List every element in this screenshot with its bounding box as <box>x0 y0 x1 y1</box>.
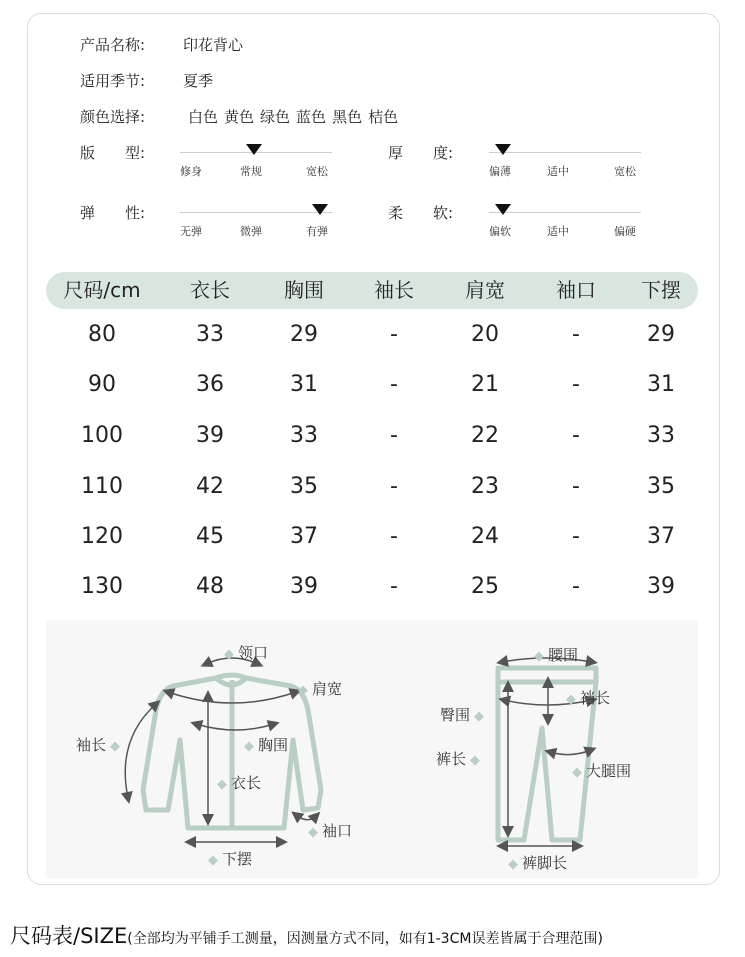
measurement-diagram <box>46 620 698 878</box>
table-cell: 20 <box>471 322 499 347</box>
table-cell: - <box>390 372 398 397</box>
scale-line <box>489 212 641 213</box>
header-shoulder: 肩宽 <box>465 278 505 302</box>
table-cell: 120 <box>81 524 123 549</box>
scale-tick: 有弹 <box>306 225 328 238</box>
table-cell: 110 <box>81 474 123 499</box>
label-thigh: ◆ 大腿围 <box>572 762 632 780</box>
garment-illustration <box>46 620 698 878</box>
label-sleeve: 袖长 ◆ <box>76 736 121 754</box>
footer-caption <box>10 920 603 950</box>
table-cell: - <box>390 524 398 549</box>
thickness-label: 厚 度: <box>388 144 454 162</box>
scale-line <box>180 212 332 213</box>
header-chest: 胸围 <box>284 278 324 302</box>
table-cell: 29 <box>290 322 318 347</box>
label-collar: ◆ 领口 <box>224 644 269 662</box>
footer-title: 尺码表/SIZE <box>10 924 128 948</box>
table-cell: - <box>572 322 580 347</box>
table-cell: 35 <box>290 474 318 499</box>
product-name-label: 产品名称: <box>80 36 146 54</box>
color-label: 颜色选择: <box>80 108 146 126</box>
color-row <box>80 106 404 127</box>
table-cell: 33 <box>290 423 318 448</box>
table-cell: - <box>390 322 398 347</box>
table-cell: - <box>390 574 398 599</box>
table-cell: - <box>390 423 398 448</box>
elasticity-scale <box>180 201 332 241</box>
season-value: 夏季 <box>183 72 214 90</box>
table-cell: 39 <box>647 574 675 599</box>
label-pants-length: 裤长 ◆ <box>436 750 481 768</box>
table-cell: 36 <box>196 372 224 397</box>
color-option: 蓝色 <box>296 108 327 126</box>
scale-marker <box>495 204 511 215</box>
color-option: 白色 <box>188 108 219 126</box>
table-cell: 39 <box>196 423 224 448</box>
softness-scale <box>489 201 641 241</box>
color-option: 黄色 <box>224 108 255 126</box>
scale-tick: 修身 <box>180 165 202 178</box>
table-cell: 42 <box>196 474 224 499</box>
table-cell: 100 <box>81 423 123 448</box>
table-cell: 45 <box>196 524 224 549</box>
table-cell: 24 <box>471 524 499 549</box>
table-cell: - <box>572 372 580 397</box>
label-length: ◆ 衣长 <box>217 774 262 792</box>
table-cell: - <box>572 474 580 499</box>
header-size: 尺码/cm <box>63 278 141 302</box>
header-cuff: 袖口 <box>556 278 596 302</box>
scale-marker <box>246 144 262 155</box>
table-cell: 37 <box>290 524 318 549</box>
table-cell: 31 <box>647 372 675 397</box>
label-chest: ◆ 胸围 <box>244 736 289 754</box>
scale-marker <box>495 144 511 155</box>
scale-tick: 宽松 <box>614 165 636 178</box>
table-cell: - <box>572 524 580 549</box>
table-cell: 48 <box>196 574 224 599</box>
table-cell: 21 <box>471 372 499 397</box>
fit-label: 版 型: <box>80 144 146 162</box>
table-cell: 33 <box>647 423 675 448</box>
scale-tick: 微弹 <box>240 225 262 238</box>
size-table-header <box>46 272 698 309</box>
color-option: 黑色 <box>332 108 363 126</box>
label-hip: 臀围 ◆ <box>440 706 485 724</box>
scale-tick: 偏硬 <box>614 225 636 238</box>
table-cell: 25 <box>471 574 499 599</box>
label-hem: ◆ 下摆 <box>208 850 253 868</box>
scale-tick: 无弹 <box>180 225 202 238</box>
label-rise: ◆ 裆长 <box>566 689 611 707</box>
table-cell: 31 <box>290 372 318 397</box>
scale-tick: 偏薄 <box>489 165 511 178</box>
season-row <box>80 70 213 91</box>
header-sleeve: 袖长 <box>374 278 414 302</box>
table-cell: - <box>572 423 580 448</box>
table-cell: 80 <box>88 322 116 347</box>
table-cell: - <box>390 474 398 499</box>
product-name-row <box>80 34 243 55</box>
color-option: 桔色 <box>368 108 399 126</box>
scale-line <box>489 152 641 153</box>
color-option: 绿色 <box>260 108 291 126</box>
table-cell: 37 <box>647 524 675 549</box>
table-cell: - <box>572 574 580 599</box>
table-cell: 90 <box>88 372 116 397</box>
scale-tick: 适中 <box>547 165 569 178</box>
fit-scale <box>180 141 332 181</box>
table-cell: 35 <box>647 474 675 499</box>
label-shoulder: ◆ 肩宽 <box>298 680 343 698</box>
elasticity-label: 弹 性: <box>80 204 146 222</box>
scale-marker <box>312 204 328 215</box>
season-label: 适用季节: <box>80 72 146 90</box>
table-cell: 22 <box>471 423 499 448</box>
scale-tick: 适中 <box>547 225 569 238</box>
label-waist: ◆ 腰围 <box>534 646 579 664</box>
footer-note: (全部均为平铺手工测量，因测量方式不同，如有1-3CM误差皆属于合理范围) <box>127 931 603 947</box>
softness-label: 柔 软: <box>388 204 454 222</box>
scale-tick: 宽松 <box>306 165 328 178</box>
table-cell: 33 <box>196 322 224 347</box>
label-cuff: ◆ 袖口 <box>308 822 353 840</box>
header-length: 衣长 <box>190 278 230 302</box>
label-leg-opening: ◆ 裤脚长 <box>508 854 568 872</box>
table-cell: 130 <box>81 574 123 599</box>
scale-tick: 偏软 <box>489 225 511 238</box>
table-cell: 39 <box>290 574 318 599</box>
table-cell: 23 <box>471 474 499 499</box>
scale-tick: 常规 <box>240 165 262 178</box>
thickness-scale <box>489 141 641 181</box>
table-cell: 29 <box>647 322 675 347</box>
product-name-value: 印花背心 <box>183 36 244 54</box>
header-hem: 下摆 <box>641 278 681 302</box>
